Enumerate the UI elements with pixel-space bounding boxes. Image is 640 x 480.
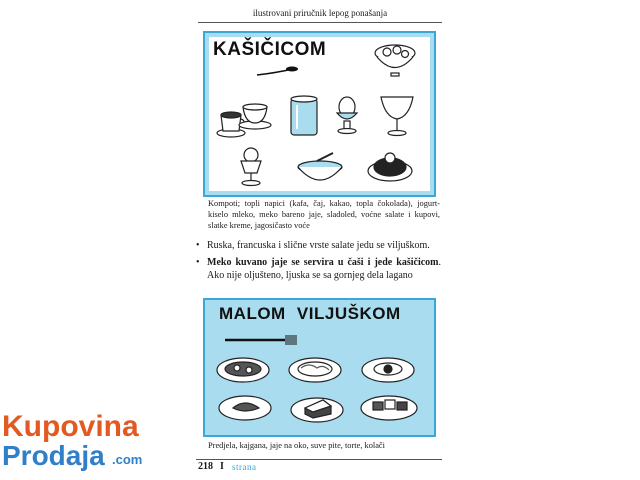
page-separator: I <box>220 461 224 472</box>
fork-illustration-panel <box>203 298 436 437</box>
spoon-illustration-panel <box>203 31 436 197</box>
pie-plate-icon <box>219 396 271 420</box>
fork-icon <box>225 336 297 344</box>
watermark-suffix: .com <box>112 452 143 467</box>
page-word: strana <box>232 462 257 472</box>
appetizer-plate-icon <box>217 358 269 382</box>
pastry-plate-icon <box>361 396 417 420</box>
cake-plate-icon <box>291 398 343 422</box>
bullet-list <box>196 239 441 286</box>
fruit-bowl-icon <box>375 45 415 76</box>
bullet-dot: • <box>196 240 200 251</box>
running-head: ilustrovani priručnik lepog ponašanja <box>252 8 388 18</box>
dessert-glass-icon <box>381 97 413 136</box>
bullet-item-egg <box>196 256 441 283</box>
tea-cup-icon <box>239 104 271 129</box>
spoon-caption: Kompoti; topli napici (kafa, čaj, kakao, topla čokolada), jogurt-kiselo mleko, meko bareno jaje, sladoled, voćne salate i kupovi, slatke kreme, jagosičasto voće <box>208 199 440 230</box>
bullet-item-salads <box>196 239 441 253</box>
scrambled-eggs-plate-icon <box>289 358 341 382</box>
fork-foods-drawing <box>205 300 434 435</box>
fork-caption: Predjela, kajgana, jaje na oko, suve pite, torte, kolači <box>208 441 385 450</box>
bullet-text: . Ako nije oljušteno, ljuska se sa gornjeg dela lagano <box>207 256 441 281</box>
egg-cup-icon <box>337 97 357 134</box>
ice-cream-cup-icon <box>241 148 261 186</box>
page-number: 218 <box>198 461 213 472</box>
bullet-text: Ruska, francuska i slične vrste salate jedu se viljuškom. <box>207 240 430 251</box>
fork-panel-title: MALOM VILJUŠKOM <box>219 304 401 323</box>
dessert-plate-icon <box>368 153 412 181</box>
teaspoon-icon <box>257 67 298 76</box>
spoon-foods-drawing <box>205 33 434 195</box>
footer-rule <box>196 459 442 460</box>
bullet-bold-text: Meko kuvano jaje se servira u čaši i jede kašičicom <box>207 256 439 268</box>
spoon-panel-title: KAŠIČICOM <box>213 39 327 60</box>
header-rule <box>198 22 442 23</box>
fried-egg-plate-icon <box>362 358 414 382</box>
bullet-dot: • <box>196 256 200 268</box>
watermark-line-1: Kupovina <box>2 410 139 443</box>
cereal-bowl-icon <box>298 153 342 180</box>
glass-icon <box>291 96 317 135</box>
watermark-line-2: Prodaja <box>2 440 105 471</box>
